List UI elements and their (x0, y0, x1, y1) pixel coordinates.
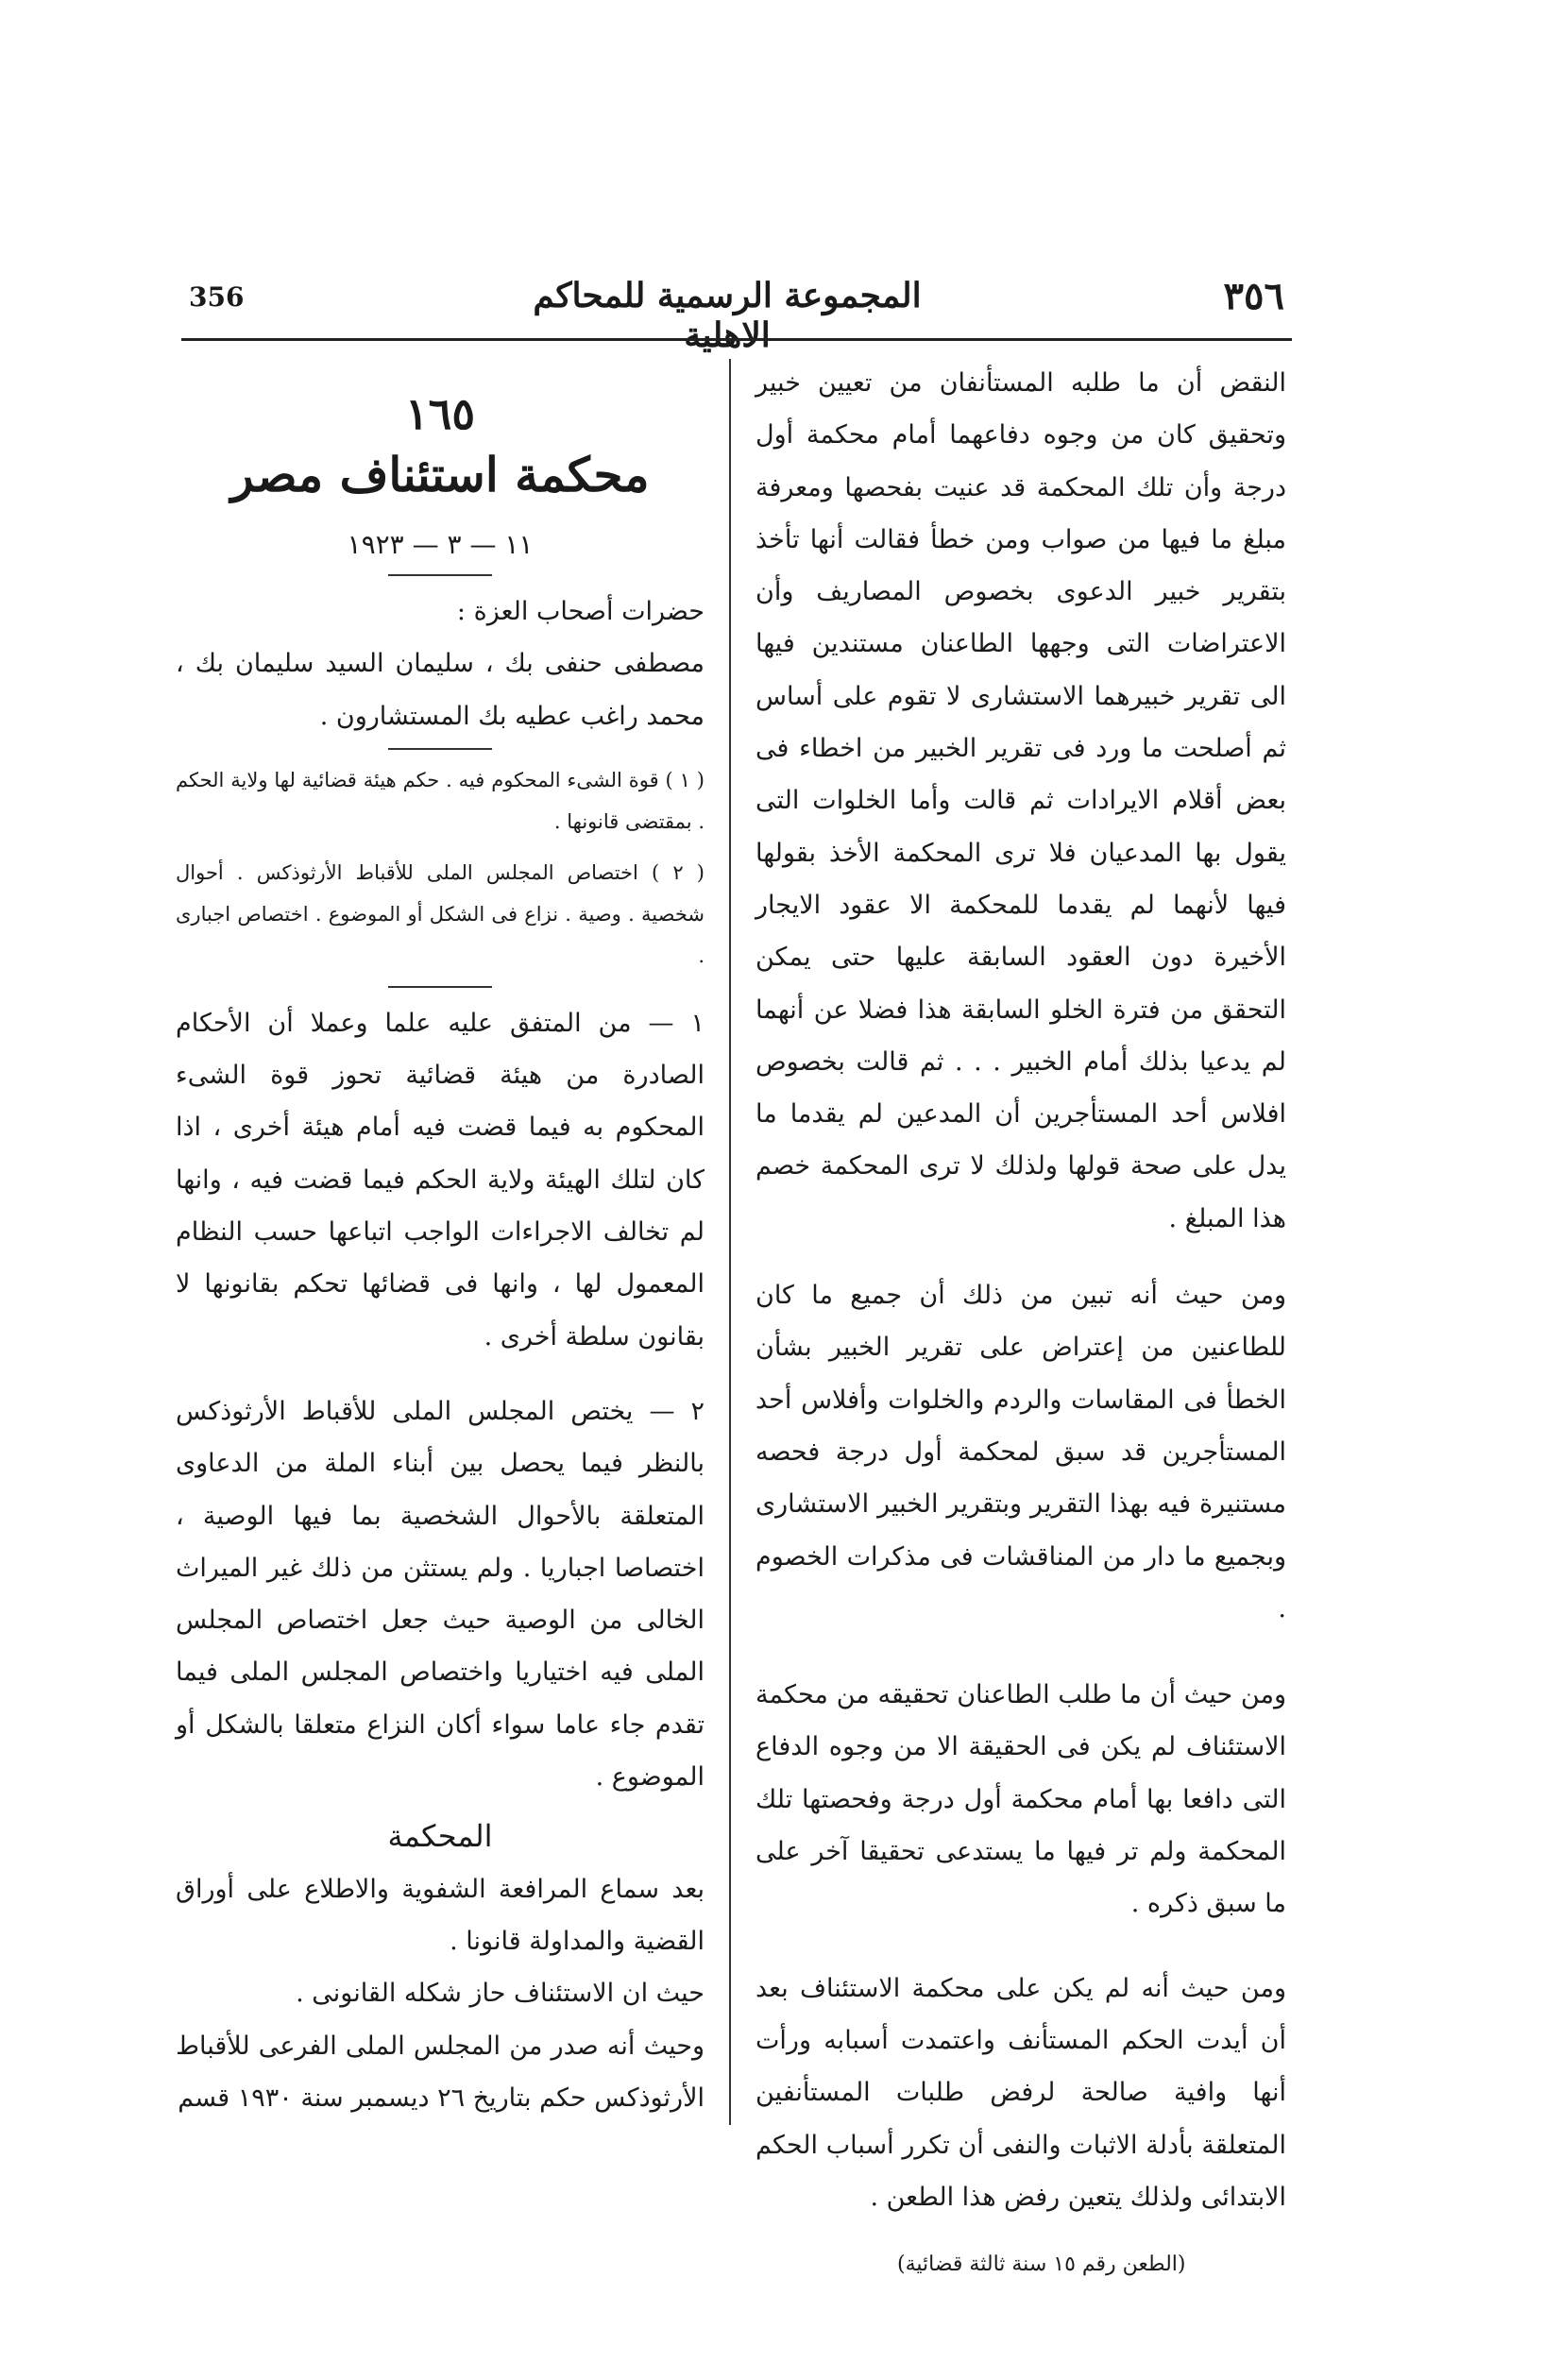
column-divider (729, 359, 731, 2125)
judges-names: مصطفى حنفى بك ، سليمان السيد سليمان بك ، محمد راغب عطيه بك المستشارون . (176, 649, 705, 731)
footnote: ( ١ ) قوة الشىء المحكوم فيه . حكم هيئة قضائية لها ولاية الحكم . بمقتضى قانونها . (176, 768, 705, 833)
paragraph: النقض أن ما طلبه المستأنفان من تعيين خبير وتحقيق كان من وجوه دفاعهما أمام محكمة أول درجة وأن تلك المحكمة قد عنيت بفحصها ومعرفة مبلغ ما فيها من صواب ومن خطأ فقالت أنها تأخذ بتقرير خبير الدعوى بخصوص المصاريف وأن الاعتراضات التى وجهها الطاعنان مستندين فيها الى تقرير خبيرهما الاستشارى لا تقوم على أساس ثم أصلحت ما ورد فى تقرير الخبير من اخطاء فى بعض أقلام الايرادات ثم قالت وأما الخلوات التى يقول بها المدعيان فلا ترى المحكمة الأخذ بقولها فيها لأنهما لم يقدما للمحكمة الا عقود الايجار الأخيرة دون العقود السابقة عليها حتى يمكن التحقق من فترة الخلو السابقة هذا فضلا عن أنهما لم يدعيا بذلك أمام الخبير . . . ثم قالت بخصوص افلاس أحد المستأجرين أن المدعين لم يقدما ما يدل على صحة قولها ولذلك لا ترى المحكمة خصم هذا المبلغ . (756, 368, 1286, 1233)
legal-principle: ٢ — يختص المجلس الملى للأقباط الأرثوذكس بالنظر فيما يحصل بين أبناء الملة من الدعاوى المتعلقة بالأحوال الشخصية بما فيها الوصية ، اختصاصا اجباريا . ولم يستثن من ذلك غير الميراث الخالى من الوصية حيث جعل اختصاص المجلس الملى فيه اختياريا واختصاص المجلس الملى فيما تقدم جاء عاما سواء أكان النزاع متعلقا بالشكل أو الموضوع . (176, 1396, 705, 1793)
judgment-paragraph: وحيث أنه صدر من المجلس الملى الفرعى للأقباط الأرثوذكس حكم بتاريخ ٢٦ ديسمبر سنة ١٩٣٠ قسم (176, 2031, 705, 2113)
court-name: محكمة استئناف مصر (230, 447, 650, 502)
divider (388, 748, 492, 750)
judgment-paragraph: بعد سماع المرافعة الشفوية والاطلاع على أوراق القضية والمداولة قانونا . (176, 1874, 705, 1956)
right-column (756, 357, 1286, 2290)
paragraph: ومن حيث أنه لم يكن على محكمة الاستئناف بعد أن أيدت الحكم المستأنف واعتمدت أسبابه ورأت أنها وافية صالحة لرفض طلبات المستأنفين المتعلقة بأدلة الاثبات والنفى أن تكرر أسباب الحكم الابتدائى ولذلك يتعين رفض هذا الطعن . (756, 1973, 1286, 2212)
divider (388, 986, 492, 988)
page-number-arabic: ٣٥٦ (1223, 274, 1284, 318)
paragraph: ومن حيث أن ما طلب الطاعنان تحقيقه من محكمة الاستئناف لم يكن فى الحقيقة الا من وجوه الدفاع التى دافعا بها أمام محكمة أول درجة وفحصتها تلك المحكمة ولم تر فيها ما يستدعى تحقيقا آخر على ما سبق ذكره . (756, 1680, 1286, 1919)
footnote: ( ٢ ) اختصاص المجلس الملى للأقباط الأرثوذكس . أحوال شخصية . وصية . نزاع فى الشكل أو الموضوع . اختصاص اجبارى . (176, 860, 705, 967)
case-number: ١٦٥ (404, 388, 476, 439)
judgment-heading: المحكمة (387, 1818, 493, 1855)
journal-title: المجموعة الرسمية للمحاكم الاهلية (533, 276, 922, 355)
divider (388, 574, 492, 576)
case-date: ١١ — ٣ — ١٩٢٣ (347, 529, 534, 560)
footnotes (176, 759, 705, 977)
header-rule (181, 338, 1292, 341)
legal-principle: ١ — من المتفق عليه علما وعملا أن الأحكام الصادرة من هيئة قضائية تحوز قوة الشىء المحكوم به فيما قضت فيه أمام هيئة أخرى ، اذا كان لتلك الهيئة ولاية الحكم فيما قضت فيه ، وانها لم تخالف الاجراءات الواجب اتباعها حسب النظام المعمول لها ، وانها فى قضائها تحكم بقانونها لا بقانون سلطة أخرى . (176, 1008, 705, 1352)
judgment-paragraph: حيث ان الاستئناف حاز شكله القانونى . (296, 1979, 705, 2009)
paragraph: ومن حيث أنه تبين من ذلك أن جميع ما كان للطاعنين من إعتراض على تقرير الخبير بشأن الخطأ فى المقاسات والردم والخلوات وأفلاس أحد المستأجرين قد سبق لمحكمة أول درجة فحصه مستنيرة فيه بهذا التقرير وبتقرير الخبير الاستشارى وبجميع ما دار من المناقشات فى مذكرات الخصوم . (756, 1281, 1286, 1624)
page-number-latin: 356 (189, 281, 245, 313)
judges-heading: حضرات أصحاب العزة : (456, 597, 705, 626)
source-note: (الطعن رقم ١٥ سنة ثالثة قضائية) (897, 2252, 1186, 2277)
left-column (176, 357, 705, 2124)
